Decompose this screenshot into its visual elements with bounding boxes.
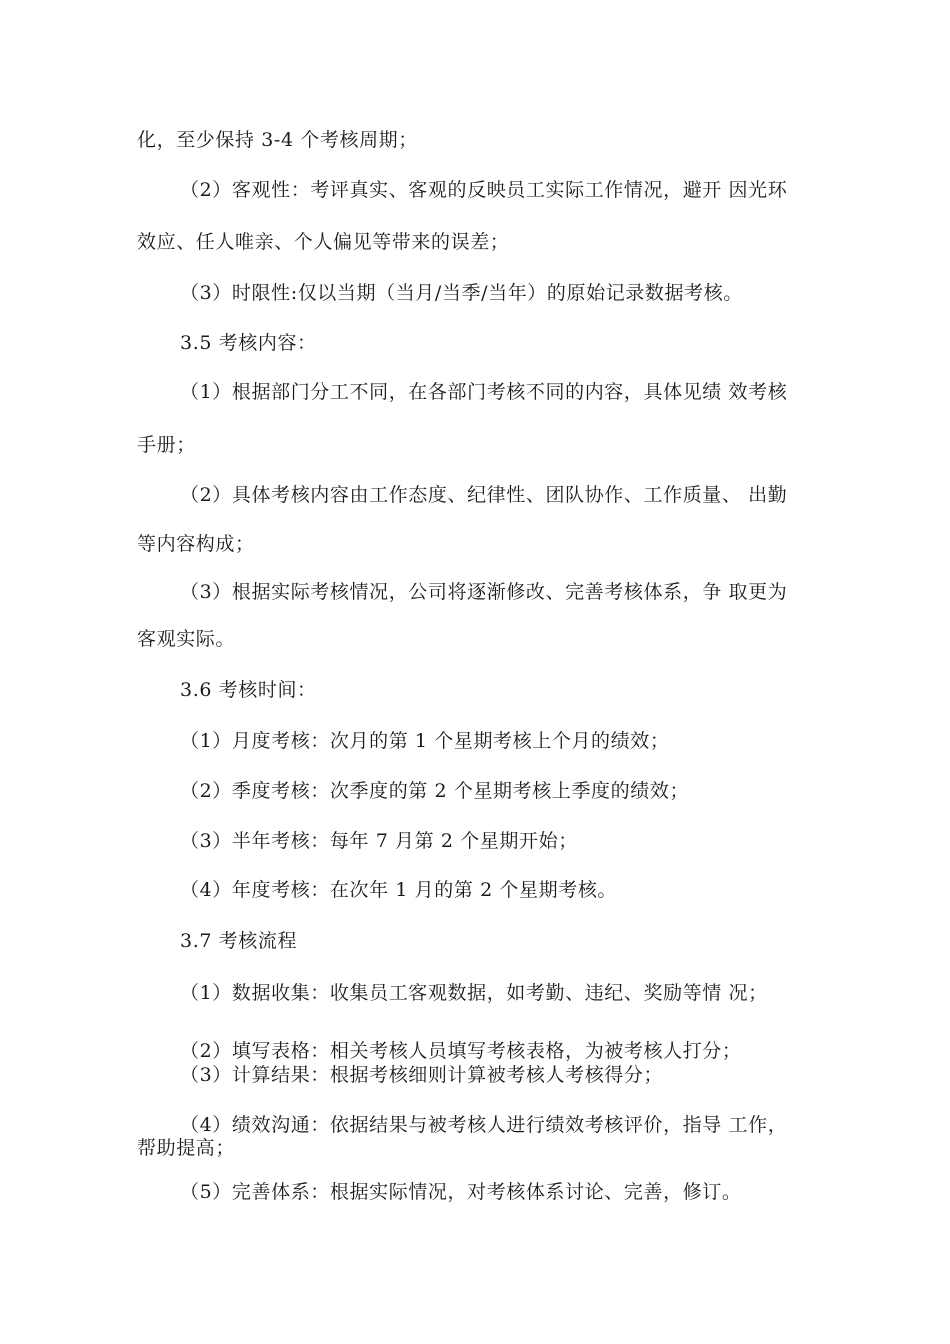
list-item: （1）数据收集：收集员工客观数据，如考勤、违纪、奖励等情 况； <box>180 982 768 1004</box>
text-line: （2）具体考核内容由工作态度、纪律性、团队协作、工作质量、 出勤 <box>180 484 788 506</box>
text-line: 帮助提高； <box>137 1137 236 1159</box>
section-heading: 3.6 考核时间： <box>180 679 317 701</box>
list-item: （2）季度考核：次季度的第 2 个星期考核上季度的绩效； <box>180 780 690 802</box>
list-item: （3）计算结果：根据考核细则计算被考核人考核得分； <box>180 1064 664 1086</box>
list-item: （3）半年考核：每年 7 月第 2 个星期开始； <box>180 830 578 852</box>
text-line: 效应、任人唯亲、个人偏见等带来的误差； <box>137 231 510 253</box>
section-heading: 3.5 考核内容： <box>180 332 317 354</box>
text-line: （3）时限性:仅以当期（当月/当季/当年）的原始记录数据考核。 <box>180 282 743 304</box>
list-item: （4）绩效沟通：依据结果与被考核人进行绩效考核评价，指导 工作， <box>180 1114 788 1136</box>
text-line: 等内容构成； <box>137 533 255 555</box>
section-heading: 3.7 考核流程 <box>180 930 298 952</box>
text-line: （3）根据实际考核情况，公司将逐渐修改、完善考核体系，争 取更为 <box>180 581 788 603</box>
list-item: （1）月度考核：次月的第 1 个星期考核上个月的绩效； <box>180 730 670 752</box>
text-line: 化，至少保持 3-4 个考核周期； <box>137 129 418 151</box>
text-line: （1）根据部门分工不同，在各部门考核不同的内容，具体见绩 效考核 <box>180 381 788 403</box>
text-line: （2）客观性：考评真实、客观的反映员工实际工作情况，避开 因光环 <box>180 179 788 201</box>
list-item: （4）年度考核：在次年 1 月的第 2 个星期考核。 <box>180 879 618 901</box>
text-line: 客观实际。 <box>137 628 236 650</box>
list-item: （5）完善体系：根据实际情况，对考核体系讨论、完善，修订。 <box>180 1181 742 1203</box>
list-item: （2）填写表格：相关考核人员填写考核表格，为被考核人打分； <box>180 1040 742 1062</box>
text-line: 手册； <box>137 434 196 456</box>
